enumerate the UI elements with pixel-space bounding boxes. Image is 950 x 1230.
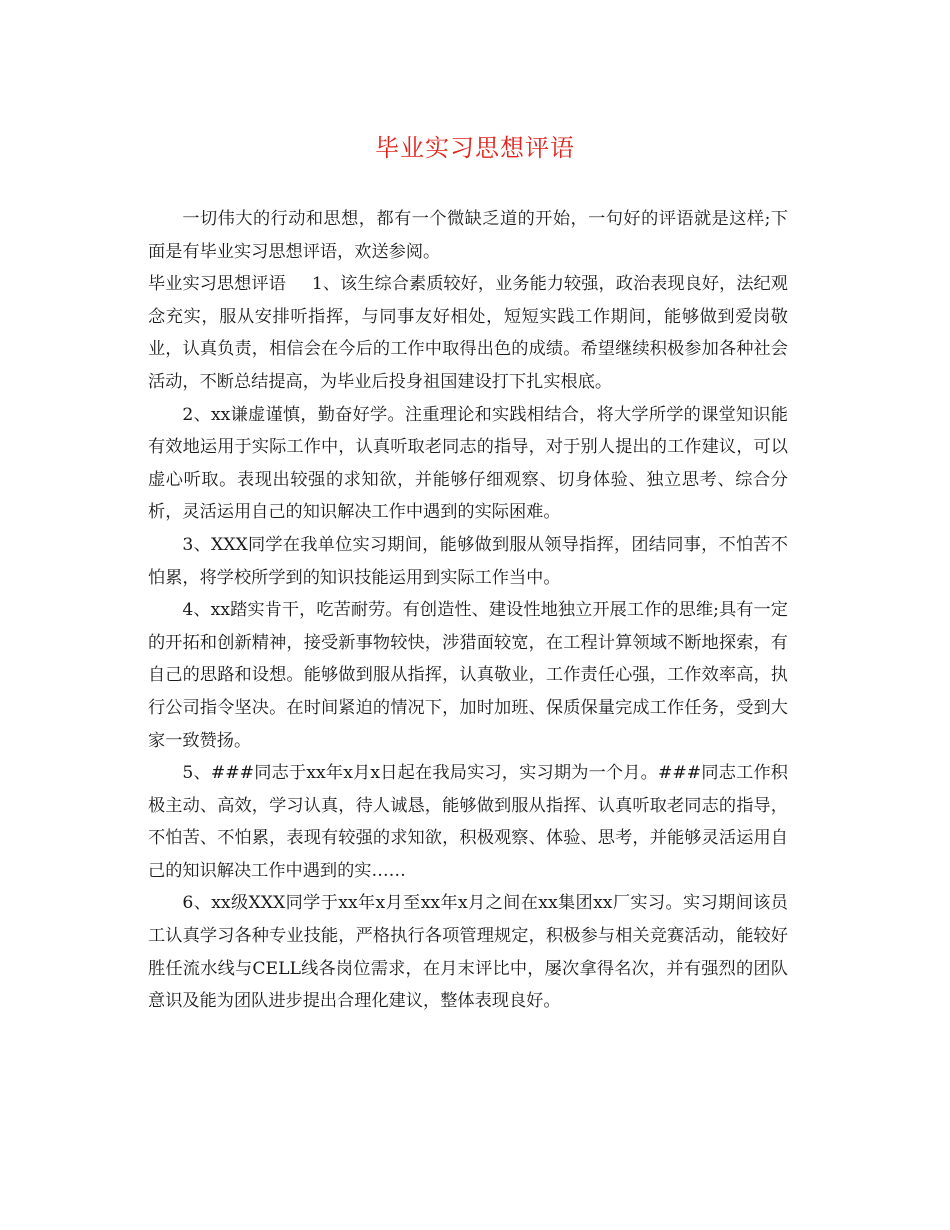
paragraph-5: 5、###同志于xx年x月x日起在我局实习，实习期为一个月。###同志工作积极主动、高效，学习认真，待人诚恳，能够做到服从指挥、认真听取老同志的指导，不怕苦、不怕累，表现有较强的求知欲，积极观察、体验、思考，并能够灵活运用自己的知识解决工作中遇到的实…… [148, 763, 788, 881]
paragraph-4: 4、xx踏实肯干，吃苦耐劳。有创造性、建设性地独立开展工作的思维;具有一定的开拓和创新精神，接受新事物较快，涉猎面较宽，在工程计算领域不断地探索，有自己的思路和设想。能够做到服从指挥，认真敬业，工作责任心强，工作效率高，执行公司指令坚决。在时间紧迫的情况下，加时加班、保质保量完成工作任务，受到大家一致赞扬。 [148, 600, 788, 751]
intro-paragraph: 一切伟大的行动和思想，都有一个微缺乏道的开始，一句好的评语就是这样;下面是有毕业实习思想评语，欢送参阅。 [148, 209, 788, 262]
paragraph-1 [148, 268, 788, 398]
document-title: 毕业实习思想评语 [375, 134, 575, 162]
paragraph-2: 2、xx谦虚谨慎，勤奋好学。注重理论和实践相结合，将大学所学的课堂知识能有效地运用于实际工作中，认真听取老同志的指导，对于别人提出的工作建议，可以虚心听取。表现出较强的求知欲，并能够仔细观察、切身体验、独立思考、综合分析，灵活运用自己的知识解决工作中遇到的实际困难。 [148, 404, 788, 523]
paragraph-1-text: 1、该生综合素质较好，业务能力较强，政治表现良好，法纪观念充实，服从安排听指挥，与同事友好相处，短短实践工作期间，能够做到爱岗敬业，认真负责，相信会在今后的工作中取得出色的成绩。希望继续积极参加各种社会活动，不断总结提高，为毕业后投身祖国建设打下扎实根底。 [148, 274, 788, 392]
paragraph-6: 6、xx级XXX同学于xx年x月至xx年x月之间在xx集团xx厂实习。实习期间该员工认真学习各种专业技能，严格执行各项管理规定，积极参与相关竞赛活动，能较好胜任流水线与CELL线各岗位需求，在月末评比中，屡次拿得名次，并有强烈的团队意识及能为团队进步提出合理化建议，整体表现良好。 [148, 893, 788, 1012]
section-label: 毕业实习思想评语 [148, 274, 286, 295]
document-body [148, 203, 788, 1018]
paragraph-3: 3、XXX同学在我单位实习期间，能够做到服从领导指挥，团结同事，不怕苦不怕累，将学校所学到的知识技能运用到实际工作当中。 [148, 534, 788, 588]
